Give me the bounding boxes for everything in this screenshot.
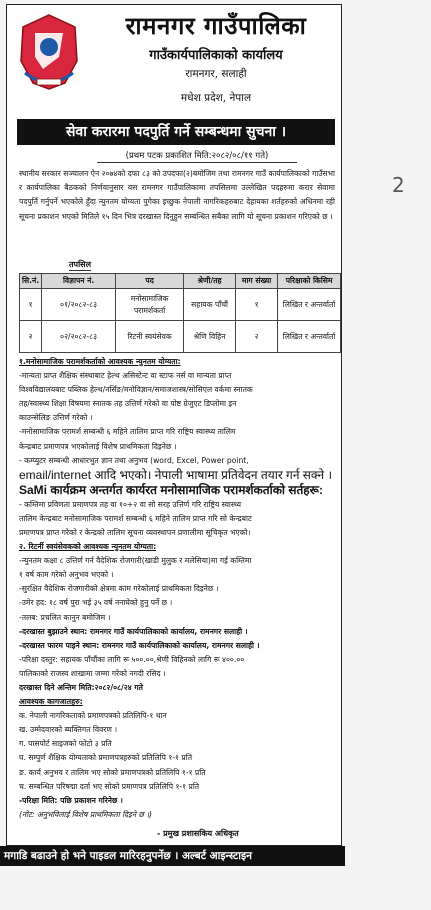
table-row	[20, 321, 341, 353]
document-list-item: ग. पासपोर्ट साइजको फोटो ३ प्रति	[19, 739, 112, 749]
col-header-ad-no: विज्ञापन नं.	[42, 274, 116, 289]
document-list-item: ङ. कार्य अनुभव र तालिम भए सोको प्रमाणपत्रको प्रतिलिपि १-१ प्रति	[19, 767, 206, 777]
document-list-item: ख. उम्मेदवारको ब्यक्तिगत विवरण ।	[19, 725, 118, 735]
cell-demand: १	[236, 289, 278, 321]
office-name: गाउँकार्यपालिकाको कार्यालय	[149, 48, 283, 63]
document-list-item: च. सम्बन्धित परिषद्मा दर्ता भए सोको प्रमाणपत्र प्रतिलिपि १-१ प्रति	[19, 781, 200, 791]
cell-ad-no: ०१/२०८२-८३	[42, 289, 116, 321]
section-heading: २. रिटर्नी स्वयंसेवकको आवश्यक न्युनतम योग्यता:	[19, 542, 157, 552]
body-line: -उमेर हद: १८ वर्ष पुरा भई ३५ वर्ष ननाघेको हुनु पर्ने छ ।	[19, 598, 173, 608]
col-header-post: पद	[116, 274, 184, 289]
notice-header	[7, 5, 341, 115]
cell-exam-type: लिखित र अन्तर्वार्ता	[278, 321, 341, 353]
body-line: १ वर्ष काम गरेको अनुभव भएको ।	[19, 570, 114, 580]
body-line: प्रमाणपत्र प्राप्त गरेको र केन्द्रको तालिम सूचना व्यवस्थापन प्रणालीमा सूचिकृत भएको।	[19, 527, 251, 537]
section-heading: आवश्यक कागजातहरु:	[19, 697, 83, 707]
cell-post: रिटनी स्वयंसेवक	[116, 321, 184, 353]
body-line: -परिक्षा मिति: पछि प्रकाशन गरिनेछ ।	[19, 795, 123, 805]
body-line: -मान्यता प्राप्त शैक्षिक संस्थाबाट हेल्थ असिस्टेन्ट वा स्टाफ नर्स वा मान्यता प्राप्त	[19, 371, 232, 381]
body-line: - कम्प्युटर सम्बन्धी आधारभुत ज्ञान तथा अनुभव (word, Excel, Power point,	[19, 455, 249, 465]
col-header-demand: माग संख्या	[236, 274, 278, 289]
body-line: -सुरक्षित वैदेशिक रोजगारीको क्षेत्रमा काम गरेकोलाई प्राथमिकता दिइनेछ ।	[19, 584, 219, 594]
table-row	[20, 289, 341, 321]
body-line: विश्वविद्यालयबाट पब्लिक हेल्थ/नर्सिङ/मनोविज्ञान/समाजशास्त्र/सोसिएल वर्कमा स्नातक	[19, 385, 253, 395]
body-line: -मनोसामाजिक परामर्श सम्बन्धी ६ महिने तालिम प्राप्त गरि राष्ट्रिय स्वास्थ्य तालिम	[19, 427, 236, 437]
notice-document	[6, 4, 342, 846]
requirements-section	[19, 355, 337, 822]
nepal-government-emblem-icon	[13, 11, 85, 93]
body-line: - कम्तिमा प्रविणता प्रमाणपत्र तह वा १०+२ वा सो सरह उत्तिर्ण गरि राष्ट्रिय स्वास्थ्य	[19, 499, 242, 509]
body-line: -न्युनतम कक्षा ८ उत्तिर्ण गर्न वैदेशिक रोजगारी(खाडी मुलुक र मलेसिया)मा गई कम्तिमा	[19, 556, 252, 566]
cell-sn: २	[20, 321, 42, 353]
office-location: रामनगर, सलाही	[185, 68, 247, 80]
cell-demand: २	[236, 321, 278, 353]
cell-exam-type: लिखित र अन्तर्वार्ता	[278, 289, 341, 321]
section-heading: १.मनोसामाजिक परामर्शकर्ताको आवश्यक न्युनतम योग्यता:	[19, 357, 181, 366]
col-header-level: श्रेणी/तह	[184, 274, 236, 289]
notice-title-bar: सेवा करारमा पदपुर्ति गर्ने सम्बन्धमा सुचना ।	[17, 119, 335, 145]
signature-line: - प्रमुख प्रशासकिय अधिकृत	[157, 829, 239, 838]
cell-post: मनोसामाजिक परामर्शकर्ता	[116, 289, 184, 321]
body-line: तालिम केन्द्रबाट मनोसामाजिक परामर्श सम्बन्धी ६ महिने तालिम प्राप्त गरि सो केन्द्रबाट	[19, 513, 252, 523]
body-line: -दरखास्त बुझाउने स्थान: रामनगर गाउँ कार्यपालिकाको कार्यालय, रामनगर सलाही ।	[19, 626, 248, 636]
body-line: काउन्सेलिङ उत्तिर्ण गरेको ।	[19, 413, 93, 423]
municipality-title: रामनगर गाउँपालिका	[125, 11, 307, 40]
cell-ad-no: ०२/२०८२-८३	[42, 321, 116, 353]
body-line: -तलब: प्रचलित कानुन बमोजिम ।	[19, 612, 111, 622]
cell-level: सहायक पाँचौं	[184, 289, 236, 321]
document-list-item: क. नेपाली नागरिकताको प्रमाणपत्रको प्रतिलिपि-१ थान	[19, 711, 167, 721]
body-line: तह/स्वास्थ्य शिक्षा विषयमा स्नातक तह उत्तिर्ण गरेको वा पोष्ट ग्रेजुएट डिप्लोमा इन	[19, 399, 237, 409]
deadline-line: दरखास्त दिने अन्तिम मिति:२०८२/०८/२४ गते	[19, 682, 143, 692]
page-number-badge: 2	[392, 173, 405, 197]
body-line: केन्द्रबाट प्रमाणपत्र भएकोलाई विशेष प्राथमिकता दिइनेछ ।	[19, 441, 177, 451]
col-header-exam-type: परिक्षाको किसिम	[278, 274, 341, 289]
cell-level: श्रेणि विहिन	[184, 321, 236, 353]
quote-banner: मगाडि बढाउने हो भने पाइडल मारिरहनुपर्नेछ । अल्बर्ट आइन्स्टाइन	[0, 846, 345, 866]
document-list-item: घ. सम्पुर्ण शैक्षिक योग्यताको प्रमाणपत्रहरुको प्रतिलिपि १-१ प्रति	[19, 753, 193, 763]
table-header-row	[20, 274, 341, 289]
vacancy-table	[19, 273, 341, 353]
col-header-sn: सि.नं.	[20, 274, 42, 289]
publication-date: (प्रथम पटक प्रकाशित मिति:२०८२/०८/११ गते)	[97, 150, 297, 163]
office-province: मधेश प्रदेश, नेपाल	[180, 92, 252, 104]
section-heading: SaMi कार्यक्रम अन्तर्गत कार्यरत मनोसामाजिक परामर्शकर्ताको सर्तहरू:	[19, 482, 323, 497]
intro-paragraph: स्थानीय सरकार सञ्चालन ऐन २०७४को दफा ८३ को उपदफा(२)बमोजिम तथा रामनगर गाउँ कार्यपालिकाको गाउँसभा र कार्यपालिका बैठकको निर्णयानुसार यस रामनगर गाउँपालिकामा तपसिलमा उल्लेखित पदहरुमा करार सेवामा पदपुर्ति गर्नुपर्ने भएकोले हुँदा न्युनतम योग्यता पुगेका इच्छुक नेपाली नागरिकहरुबाट देहायका शर्तहरुको अधिनमा रही सूचना प्रकाशन भएको मितिले १५ दिन भित्र दरखास्त दिनुहुन सम्बन्धित सबैका लागि यो सूचना प्रकाशन गरिएको छ ।	[19, 169, 335, 221]
body-line: -दरखास्त फारम पाइने स्थान: रामनगर गाउँ कार्यपालिकाको कार्यालय, रामनगर सलाही ।	[19, 640, 260, 650]
note-line: (नोट: अनुभविलाई विशेष प्राथमिकता दिइने छ ।)	[19, 809, 153, 819]
cell-sn: १	[20, 289, 42, 321]
body-line: -परिक्षा दस्तुर: सहायक पाँचौंका लागि रू ५००.००,श्रेणी विहिनको लागि रू ४००.००	[19, 654, 245, 664]
body-line: पालिकाको राजस्व शाखामा जम्मा गरेको नगदी रसिद ।	[19, 668, 166, 678]
body-line: email/internet आदि भएको। नेपाली भाषामा प्रतिवेदन तयार गर्न सक्ने ।	[19, 467, 333, 482]
details-heading: तपसिल	[69, 260, 92, 269]
